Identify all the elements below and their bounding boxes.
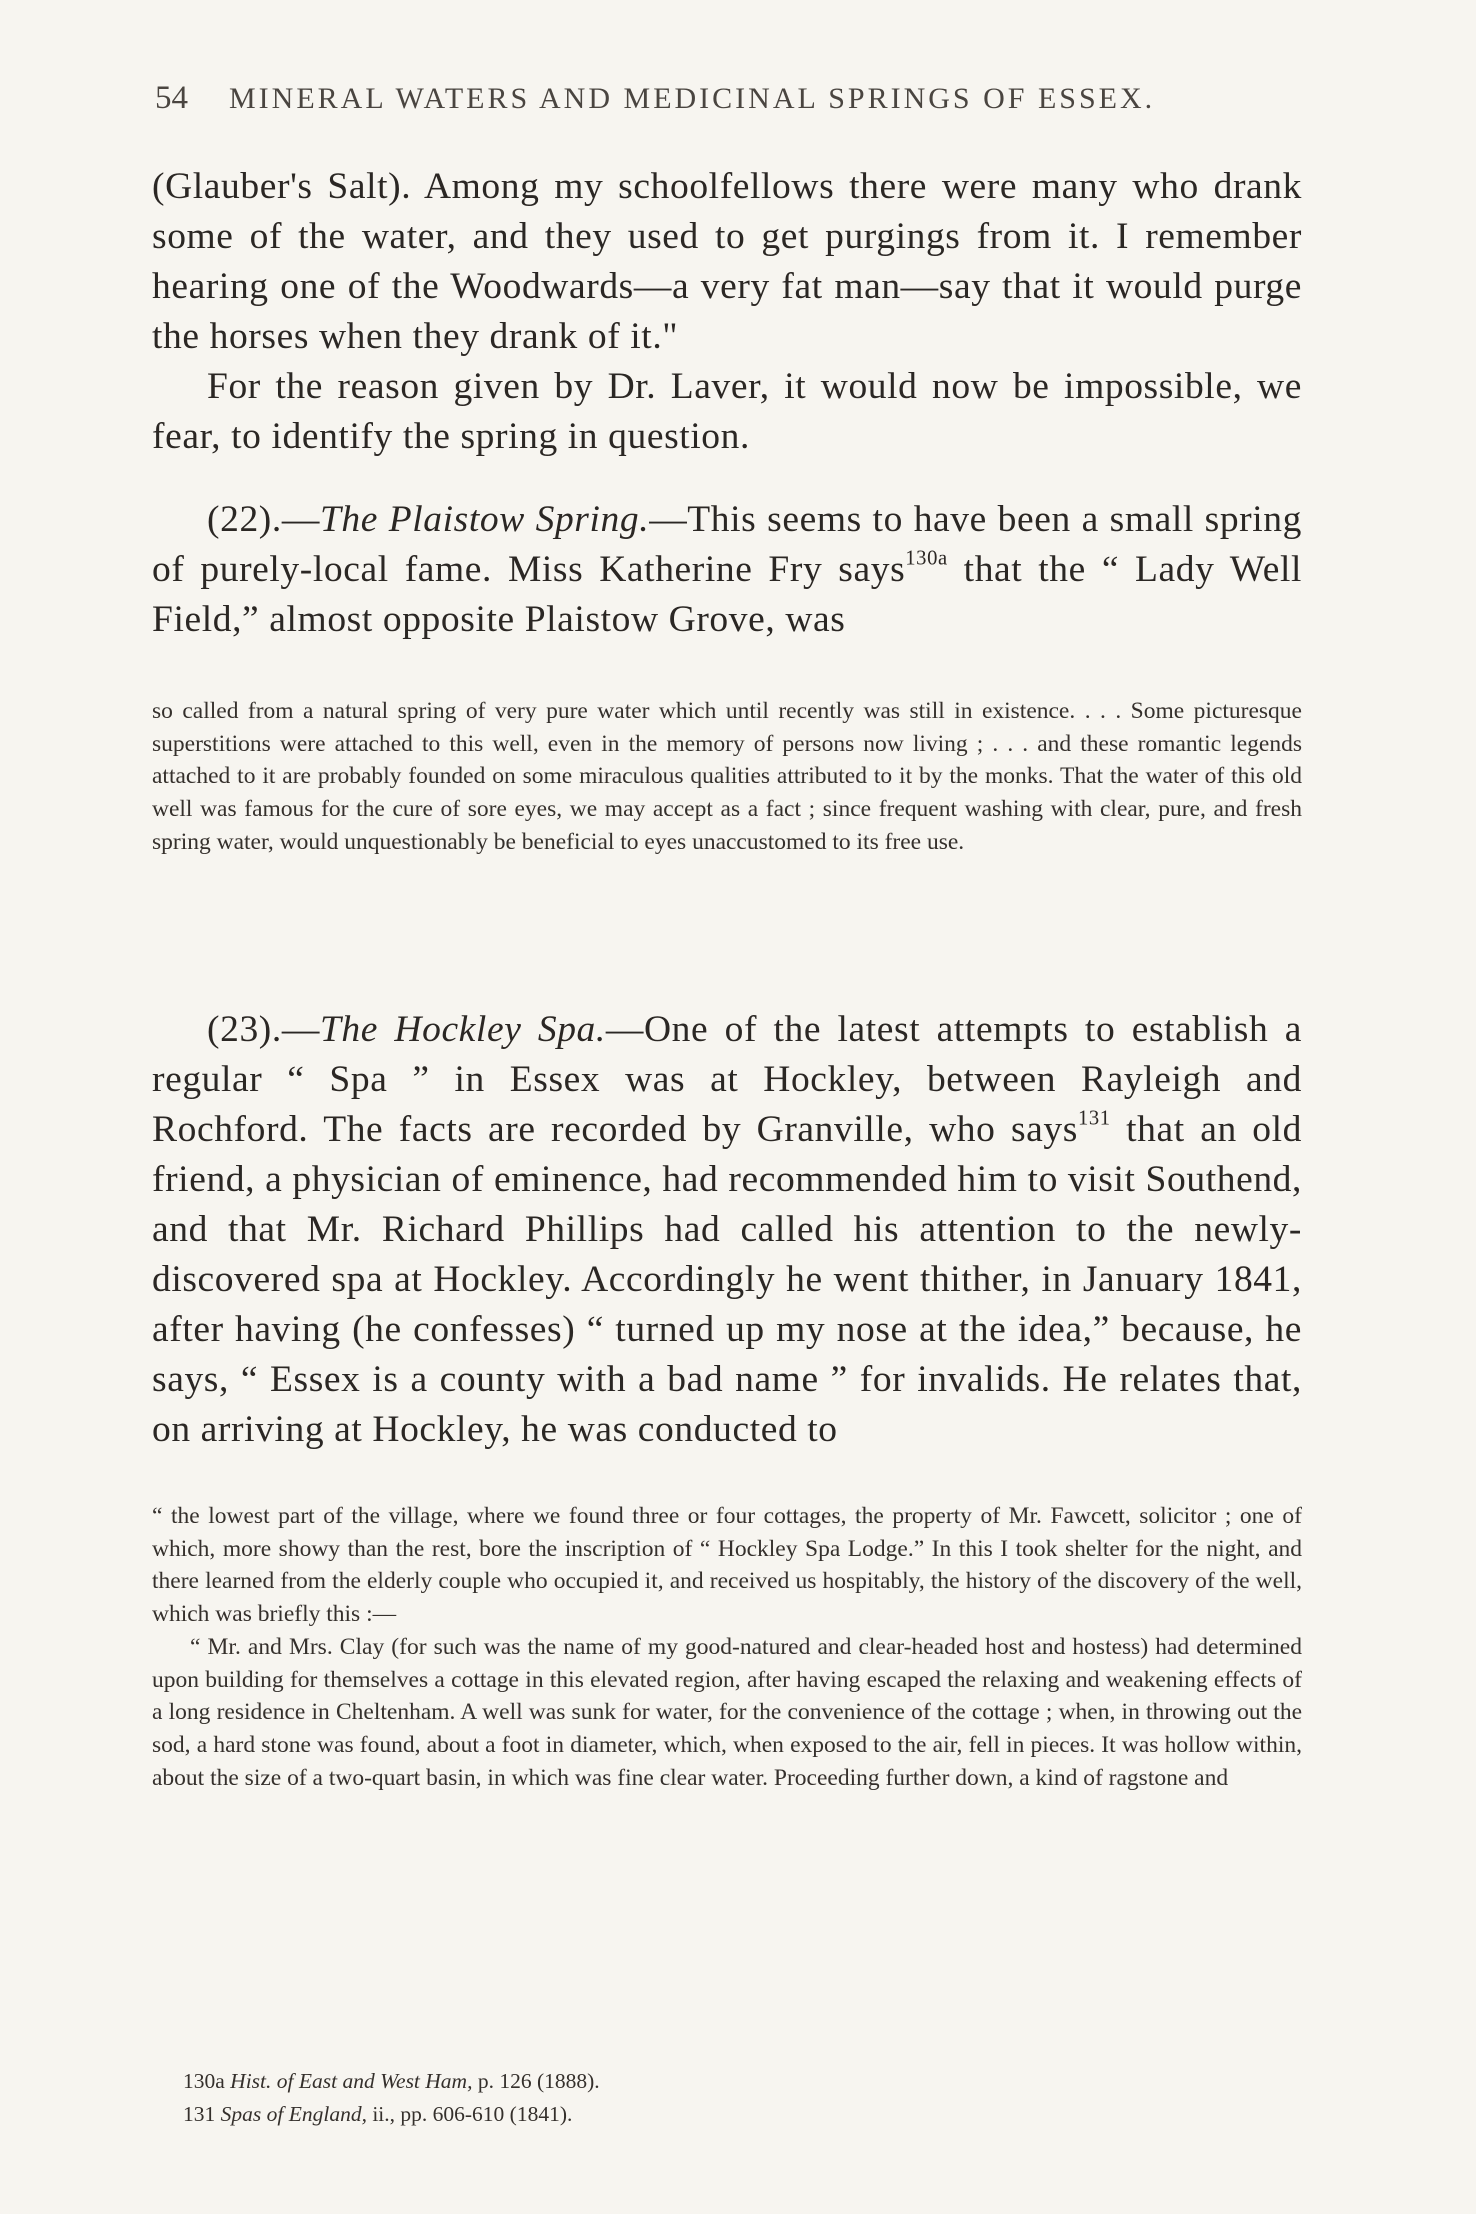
footnote-130a-title: Hist. of East and West Ham, [230, 2069, 473, 2093]
section-22-title: The Plaistow Spring. [319, 499, 650, 540]
section-22-number: (22).— [207, 499, 320, 540]
footnote-ref-131: 131 [1077, 1107, 1111, 1130]
footnotes [183, 2065, 1183, 2131]
page-number: 54 [155, 80, 188, 116]
hockley-quote-2: “ Mr. and Mrs. Clay (for such was the name of my good-natured and clear-headed host and hostess) had determined upon building for themselves a cottage in this elevated region, after having escaped the relaxing and weakening effects of a long residence in Cheltenham. A well was sunk for water, for the convenience of the cottage ; when, in throwing out the sod, a hard stone was found, about a foot in diameter, which, when exposed to the air, fell in pieces. It was hollow within, about the size of a two-quart basin, in which was fine clear water. Proceeding further down, a kind of ragstone and [152, 1633, 1302, 1791]
footnote-ref-130a: 130a [905, 547, 948, 570]
section-23-quote [152, 1500, 1302, 1794]
paragraph-continuation: (Glauber's Salt). Among my schoolfellows there were many who drank some of the water, and they used to get purgings from it. I remember hearing one of the Woodwards—a very fat man—say that it would purge the horses when they drank of it." [152, 166, 1302, 357]
footnote-131: 131 Spas of England, ii., pp. 606-610 (1841). [183, 2102, 573, 2126]
opening-text [152, 162, 1302, 462]
running-header [155, 80, 1315, 117]
running-title: MINERAL WATERS AND MEDICINAL SPRINGS OF ESSEX. [229, 82, 1156, 115]
lady-well-quote: so called from a natural spring of very pure water which until recently was still in existence. . . . Some picturesque superstitions were attached to this well, even in the memory of persons now living ; . . . and these romantic legends attached to it are probably founded on some miraculous qualities attributed to it by the monks. That the water of this old well was famous for the cure of sore eyes, we may accept as a fact ; since frequent washing with clear, pure, and fresh spring water, would unquestionably be beneficial to eyes unaccustomed to its free use. [152, 698, 1302, 855]
section-22-paragraph [152, 495, 1302, 645]
section-22-quote [152, 695, 1302, 859]
hockley-quote-1: “ the lowest part of the village, where we found three or four cottages, the property of Mr. Fawcett, solicitor ; one of which, more showy than the rest, bore the inscription of “ Hockley Spa Lodge.” In this I took shelter for the night, and there learned from the elderly couple who occupied it, and received us hospitably, the history of the discovery of the well, which was briefly this :— [152, 1503, 1302, 1628]
paragraph-laver: For the reason given by Dr. Laver, it would now be impossible, we fear, to identify the spring in question. [152, 366, 1302, 457]
section-23-number: (23).— [207, 1009, 320, 1050]
section-23-text: —One of the latest attempts to establish a regular “ Spa ” in Essex was at Hockley, between Rayleigh and Rochford. The facts are recorded by Granville, who says [152, 1009, 1302, 1150]
section-22-text: —This seems to have been a small spring of purely-local fame. Miss Katherine Fry says [152, 499, 1302, 590]
section-23-paragraph [152, 1005, 1302, 1455]
footnote-130a: 130a Hist. of East and West Ham, p. 126 (1888). [183, 2069, 600, 2093]
section-22-intro [152, 495, 1302, 645]
footnote-131-title: Spas of England, [220, 2102, 367, 2126]
section-23-intro [152, 1005, 1302, 1455]
section-22-text-cont: that the “ Lady Well Field,” almost opposite Plaistow Grove, was [152, 549, 1302, 640]
section-23-text-cont: that an old friend, a physician of eminence, had recommended him to visit Southend, and that Mr. Richard Phillips had called his attention to the newly-discovered spa at Hockley. Accordingly he went thither, in January 1841, after having (he confesses) “ turned up my nose at the idea,” because, he says, “ Essex is a county with a bad name ” for invalids. He relates that, on arriving at Hockley, he was conducted to [152, 1109, 1302, 1450]
section-23-title: The Hockley Spa. [319, 1009, 606, 1050]
